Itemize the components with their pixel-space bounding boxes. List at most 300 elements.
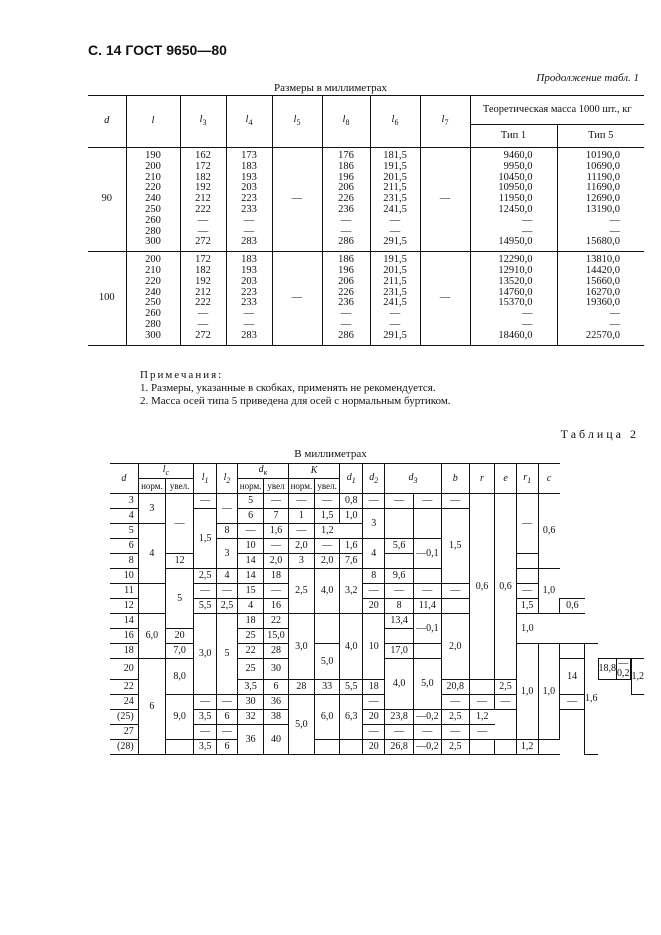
table2-cell: — [413, 494, 441, 509]
header-l4: $l_4$ [226, 96, 272, 148]
table1-value: 201,5 [383, 264, 407, 276]
table1-value: 10450,0 [498, 171, 533, 183]
table2-cell: 3 [138, 494, 165, 524]
table2-cell: — [441, 584, 469, 599]
table1-value: — [243, 225, 255, 237]
table2-cell: 1,6 [264, 524, 289, 539]
table1-value: 223 [241, 286, 257, 298]
table2-cell: —0,2 [413, 740, 441, 755]
table1-cell-type1 [470, 252, 557, 345]
table2-cell-empty [516, 569, 538, 584]
table1-value: 272 [195, 329, 211, 341]
note-1: 1. Размеры, указанные в скобках, применять не рекомендуется. [140, 382, 436, 394]
table2-cell: 1,5 [516, 599, 538, 614]
table1-cell-l4 [226, 148, 272, 252]
table2-cell: — [385, 584, 414, 599]
table1-value: 210 [145, 264, 161, 276]
table2-cell-empty [413, 644, 441, 659]
table2-caption: В миллиметрах [294, 448, 367, 460]
table2-cell: 2,0 [441, 614, 469, 680]
table2-cell: 15,0 [264, 629, 289, 644]
table2-cell: — [166, 494, 194, 554]
table2-cell: —0,2 [617, 658, 630, 679]
table2-cell-empty [138, 584, 165, 614]
table2-row [110, 569, 644, 584]
table1-value: — [609, 214, 620, 226]
table1-cell-d: 100 [88, 252, 126, 345]
table1-value: 286 [338, 329, 354, 341]
table2-cell: 14 [238, 569, 264, 584]
table2-cell: 14 [560, 659, 585, 695]
table2-cell: 26,8 [385, 740, 414, 755]
table2-cell: 5,0 [288, 695, 314, 755]
t2-header-lc-uvel: увел. [166, 479, 194, 494]
t2-header-lc-norm: норм. [138, 479, 165, 494]
table1-cell-l4 [226, 252, 272, 345]
notes-title: Примечания: [140, 369, 224, 381]
table2-cell-empty [560, 644, 585, 659]
table2-cell: 8 [217, 524, 238, 539]
table1-value: — [389, 214, 401, 226]
table1-value: 13520,0 [498, 275, 533, 287]
table1-value: 196 [338, 171, 354, 183]
table1-value: 15680,0 [585, 236, 620, 248]
table2-cell: 7,6 [340, 554, 363, 569]
table2-cell: 1,2 [314, 524, 339, 539]
table1-value: — [197, 214, 209, 226]
table2-cell: — [413, 725, 441, 740]
table2-cell-empty [469, 740, 495, 755]
t2-header-c: c [538, 464, 560, 494]
table1-value: — [522, 214, 533, 226]
table2-cell: 3,5 [238, 680, 264, 695]
table2-cell: — [194, 584, 217, 599]
table2-cell [314, 614, 339, 644]
table1-value: 233 [241, 297, 257, 309]
table2-cell: 5,0 [413, 659, 441, 710]
table1-value: 183 [241, 160, 257, 172]
table1-value: 182 [195, 264, 211, 276]
header-type1: Тип 1 [470, 125, 557, 148]
table1-value: 12690,0 [585, 193, 620, 205]
table2-cell: 9,6 [385, 569, 414, 584]
table2-cell-d: 16 [110, 629, 138, 644]
table1-value: — [389, 318, 401, 330]
table1-value: 193 [241, 264, 257, 276]
table1-cell-l [126, 148, 180, 252]
table2-cell-d: 20 [110, 659, 138, 680]
table1-value: 186 [338, 160, 354, 172]
table2-cell-empty [413, 569, 441, 584]
t2-header-lc: $l_c$ [138, 464, 193, 479]
table2-cell: 8,0 [166, 659, 194, 695]
table1-value: 206 [338, 182, 354, 194]
table2-cell: 28 [288, 680, 314, 695]
table1-value: 226 [338, 286, 354, 298]
table1-value: 11190,0 [586, 171, 620, 183]
table2-cell: 1,2 [469, 710, 495, 725]
table1-value: 14420,0 [585, 264, 620, 276]
table2-cell: 3,0 [194, 614, 217, 695]
table2-cell: — [413, 584, 441, 599]
table2-cell: 3 [288, 554, 314, 569]
table2-cell: — [516, 584, 538, 599]
table2-cell: — [264, 584, 289, 599]
table2-cell: 23,8 [385, 710, 414, 725]
table2-cell: 6 [217, 710, 238, 725]
table1-value: 203 [241, 275, 257, 287]
table1-value: 193 [241, 171, 257, 183]
header-l: l [126, 96, 180, 148]
t2-header-K-uvel: увел. [314, 479, 339, 494]
table1-value: 211,5 [383, 182, 407, 194]
table1-value: — [522, 225, 533, 237]
table2-cell: 2,5 [441, 740, 469, 755]
table2-cell: 11,4 [413, 599, 441, 614]
table1-cell-l6 [370, 148, 420, 252]
table2-cell-d: 11 [110, 584, 138, 599]
table2-cell: — [194, 494, 217, 509]
table2-cell: 25 [238, 629, 264, 644]
table1-value: 260 [145, 308, 161, 320]
table1-cell-l8 [322, 252, 370, 345]
table2-cell: 1,5 [194, 509, 217, 569]
table2-cell: — [469, 725, 495, 740]
table1-value: — [389, 308, 401, 320]
table1-value: 196 [338, 264, 354, 276]
table2-cell: 18 [264, 569, 289, 584]
table2-cell-empty [538, 740, 560, 755]
table2-cell: 33 [314, 680, 339, 695]
table1-value: 15370,0 [498, 297, 533, 309]
table2-cell: — [264, 494, 289, 509]
table2-cell-empty [385, 509, 414, 539]
table2-cell: — [238, 524, 264, 539]
table2-cell: — [217, 695, 238, 710]
table2-cell: 13,4 [385, 614, 414, 629]
table2-cell: 12 [166, 554, 194, 569]
table-2 [110, 463, 644, 755]
header-d: d [88, 96, 126, 148]
table2-cell: 14 [238, 554, 264, 569]
table1-value: — [609, 308, 620, 320]
table1-value: — [340, 214, 352, 226]
table2-cell: 4 [363, 539, 385, 569]
table2-cell: — [194, 725, 217, 740]
table1-value: 250 [145, 203, 161, 215]
table2-cell: — [516, 494, 538, 554]
table2-cell-empty [314, 740, 339, 755]
table2-cell: 5,5 [194, 599, 217, 614]
header-l8: $l_8$ [322, 96, 370, 148]
table2-cell: 3,0 [288, 614, 314, 680]
table2-cell: 30 [264, 659, 289, 680]
table1-value: 14950,0 [498, 236, 533, 248]
table1-value: — [243, 214, 255, 226]
table2-cell: 38 [264, 710, 289, 725]
notes [140, 369, 451, 408]
table2-cell-empty [166, 740, 194, 755]
table1-value: — [522, 308, 533, 320]
table2-cell: 2,0 [264, 554, 289, 569]
table2-cell: 4 [138, 524, 165, 584]
table2-cell: 4,0 [340, 614, 363, 680]
table2-cell: — [194, 695, 217, 710]
table2-cell: — [288, 494, 314, 509]
table2-cell: 36 [238, 725, 264, 755]
table2-cell: 3,5 [194, 740, 217, 755]
table2-cell: 2,5 [217, 599, 238, 614]
table1-value: — [389, 225, 401, 237]
table2-cell: — [469, 695, 495, 710]
table1-value: 291,5 [383, 329, 407, 341]
table-1 [88, 95, 644, 346]
table1-value: 13190,0 [585, 203, 620, 215]
table2-cell: 1,5 [441, 509, 469, 584]
t2-header-l2: $l_2$ [217, 464, 238, 494]
table2-cell: 20 [363, 710, 385, 725]
table2-cell: 8 [385, 599, 414, 614]
t2-header-e: e [495, 464, 517, 494]
table1-value: 13810,0 [585, 254, 620, 266]
table2-cell: 20 [363, 599, 385, 614]
note-2: 2. Масса осей типа 5 приведена для осей с нормальным буртиком. [140, 395, 451, 407]
table1-value: — [340, 225, 352, 237]
table2-cell: 7,0 [166, 644, 194, 659]
table2-cell: 2,5 [194, 569, 217, 584]
t2-header-dk-uvel: увел [264, 479, 289, 494]
table1-value: 9460,0 [503, 150, 533, 161]
table2-cell: 20 [363, 740, 385, 755]
table2-cell: 5 [166, 569, 194, 629]
table1-cell-l3 [180, 252, 226, 345]
table1-value: 12910,0 [498, 264, 533, 276]
table2-cell: — [217, 494, 238, 524]
table2-cell: 5 [238, 494, 264, 509]
table2-cell: 5,6 [385, 539, 414, 554]
table1-value: 272 [195, 236, 211, 248]
table2-cell-d: 6 [110, 539, 138, 554]
table2-cell: 5,0 [314, 644, 339, 680]
table2-cell: 16 [264, 599, 289, 614]
table1-value: 10190,0 [585, 150, 620, 161]
table2-cell: —0,2 [413, 710, 441, 725]
table1-value: 9950,0 [503, 160, 533, 172]
table2-cell: 6,0 [314, 695, 339, 740]
header-mass: Теоретическая масса 1000 шт., кг [470, 96, 644, 125]
table2-cell: 0,6 [495, 494, 517, 680]
table2-cell-d: 14 [110, 614, 138, 629]
table1-value: 186 [338, 254, 354, 266]
table2-cell: 40 [264, 725, 289, 755]
table1-value: 200 [145, 254, 161, 266]
table2-cell: 6 [238, 509, 264, 524]
table2-cell-empty [495, 740, 517, 755]
table2-cell: — [441, 494, 469, 509]
table1-value: 10690,0 [585, 160, 620, 172]
table1-value: 19360,0 [585, 297, 620, 309]
table1-value: 300 [145, 329, 161, 341]
table1-value: 191,5 [383, 254, 407, 266]
table1-cell-l6 [370, 252, 420, 345]
table2-cell-d: (28) [110, 740, 138, 755]
table1-value: 280 [145, 225, 161, 237]
table2-cell: — [441, 695, 469, 710]
table1-value: 250 [145, 297, 161, 309]
table1-value: 233 [241, 203, 257, 215]
t2-header-d3: $d_3$ [385, 464, 441, 494]
table2-cell: 8 [363, 569, 385, 584]
table1-value: 210 [145, 171, 161, 183]
table2-cell: 15 [238, 584, 264, 599]
table1-value: 231,5 [383, 286, 407, 298]
t2-header-d2: $d_2$ [363, 464, 385, 494]
table2-cell-d: 10 [110, 569, 138, 584]
table2-cell: — [264, 539, 289, 554]
table2-cell: 36 [264, 695, 289, 710]
table2-cell: — [441, 725, 469, 740]
table1-caption: Размеры в миллиметрах [274, 82, 387, 94]
table1-value: — [340, 318, 352, 330]
table1-value: — [197, 318, 209, 330]
table1-value: 241,5 [383, 203, 407, 215]
table2-cell: 6,3 [340, 695, 363, 740]
table2-cell: 30 [238, 695, 264, 710]
table1-value: 203 [241, 182, 257, 194]
table2-cell: 2,5 [288, 569, 314, 614]
table1-value: 172 [195, 160, 211, 172]
table2-cell: 1,2 [516, 740, 538, 755]
table1-value: 236 [338, 203, 354, 215]
table2-cell: 22 [264, 614, 289, 629]
table2-cell: 22 [238, 644, 264, 659]
table1-value: 201,5 [383, 171, 407, 183]
table2-cell-d: 3 [110, 494, 138, 509]
table2-cell: 1,6 [340, 539, 363, 554]
table1-value: 181,5 [383, 150, 407, 161]
table2-cell: — [288, 524, 314, 539]
table2-cell: 3 [363, 509, 385, 539]
table2-cell: 0,8 [340, 494, 363, 509]
table2-cell-d: 8 [110, 554, 138, 569]
table1-value: — [609, 318, 620, 330]
t2-header-r1: $r_1$ [516, 464, 538, 494]
table1-value: 11950,0 [498, 193, 533, 205]
table1-value: 283 [241, 236, 257, 248]
table2-cell: 1,5 [314, 509, 339, 524]
table2-cell-d: 12 [110, 599, 138, 614]
table2-cell: 6 [138, 659, 165, 755]
table2-cell: 7 [264, 509, 289, 524]
table2-cell: 0,6 [538, 494, 560, 569]
table2-cell: — [363, 725, 385, 740]
table2-row [110, 740, 644, 755]
table2-cell-empty [441, 599, 469, 614]
table2-cell: 28 [264, 644, 289, 659]
table2-cell: — [363, 494, 385, 509]
table1-value: 286 [338, 236, 354, 248]
table1-value: 10950,0 [498, 182, 533, 194]
table1-cell-l5: — [272, 148, 322, 252]
table1-value: 222 [195, 297, 211, 309]
table1-cell-l [126, 252, 180, 345]
table2-cell: 1,0 [516, 614, 538, 644]
table1-value: 192 [195, 182, 211, 194]
table2-cell: — [560, 695, 585, 710]
table1-value: 182 [195, 171, 211, 183]
table2-cell-d: 22 [110, 680, 138, 695]
table2-cell: 1,0 [516, 644, 538, 740]
table2-cell: — [363, 695, 385, 710]
table1-value: — [243, 318, 255, 330]
table2-cell: 1,0 [340, 509, 363, 524]
table2-cell: — [363, 584, 385, 599]
t2-header-dk: $d_к$ [238, 464, 289, 479]
table1-cell-l7: — [420, 148, 470, 252]
table2-cell: — [495, 695, 517, 710]
table2-cell: 9,0 [166, 695, 194, 740]
table1-value: 300 [145, 236, 161, 248]
table1-value: 200 [145, 160, 161, 172]
table1-cell-l5: — [272, 252, 322, 345]
table1-value: 12290,0 [498, 254, 533, 266]
table2-cell-empty [340, 740, 363, 755]
table2-cell: 20,8 [441, 680, 469, 695]
table1-value: — [522, 318, 533, 330]
table1-value: 192 [195, 275, 211, 287]
table2-cell: 2,0 [314, 554, 339, 569]
table1-value: 291,5 [383, 236, 407, 248]
table2-cell: 10 [238, 539, 264, 554]
table1-value: 176 [338, 150, 354, 161]
table1-value: 11690,0 [586, 182, 620, 194]
table2-cell: 4,0 [385, 659, 414, 710]
header-l6: $l_6$ [370, 96, 420, 148]
table1-value: 12450,0 [498, 203, 533, 215]
t2-header-K-norm: норм. [288, 479, 314, 494]
page-header: С. 14 ГОСТ 9650—80 [88, 42, 227, 58]
table2-cell: —0,1 [413, 539, 441, 569]
table2-cell: —0,1 [413, 614, 441, 644]
table2-cell: 1,2 [631, 659, 644, 695]
table1-group [88, 148, 644, 252]
table2-cell-d: 4 [110, 509, 138, 524]
table1-value: 162 [195, 150, 211, 161]
table1-value: — [340, 308, 352, 320]
table2-cell-d: 27 [110, 725, 138, 740]
table2-cell: — [385, 494, 414, 509]
table2-cell: 0,6 [560, 599, 585, 614]
table1-value: 190 [145, 150, 161, 161]
table2-cell: 20 [166, 629, 194, 644]
table1-value: 16270,0 [585, 286, 620, 298]
table2-cell-d: (25) [110, 710, 138, 725]
table1-value: 212 [195, 193, 211, 205]
table1-value: — [197, 308, 209, 320]
table2-cell: 6 [217, 740, 238, 755]
table2-cell-empty [469, 680, 495, 695]
table1-value: 260 [145, 214, 161, 226]
table2-cell: 10 [363, 614, 385, 680]
table2-cell-d: 18 [110, 644, 138, 659]
table2-cell: 1,6 [585, 644, 599, 755]
table2-cell: 25 [238, 659, 264, 680]
table2-cell: 4 [217, 569, 238, 584]
header-type5: Тип 5 [557, 125, 644, 148]
table2-cell: 1 [288, 509, 314, 524]
table1-value: 226 [338, 193, 354, 205]
table2-cell: 17,0 [385, 644, 414, 659]
